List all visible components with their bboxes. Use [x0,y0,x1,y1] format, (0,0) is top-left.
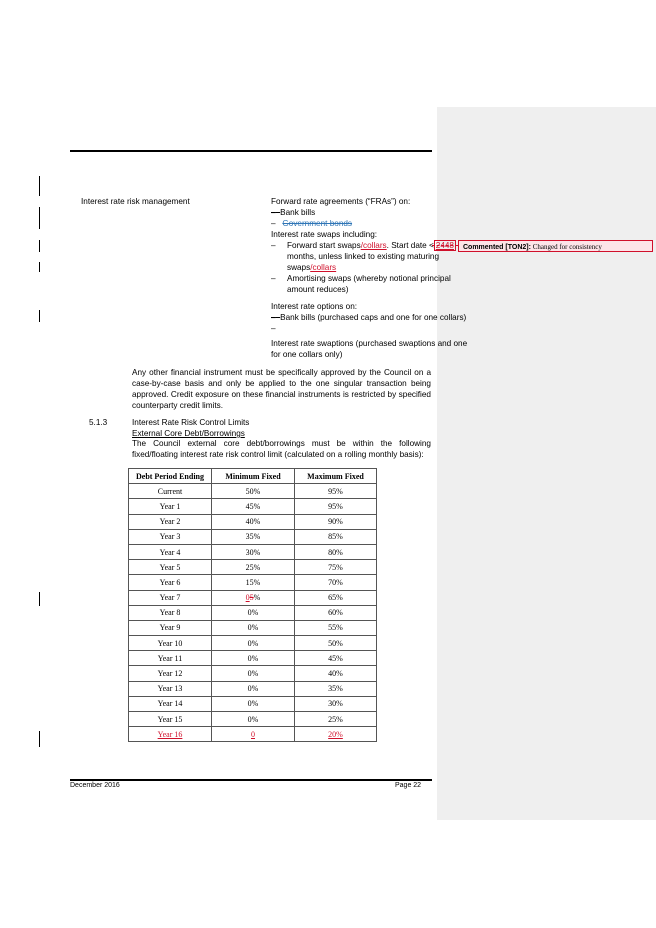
table-cell: Year 10 [129,636,212,651]
table-cell: Year 4 [129,544,212,559]
table-cell: 35% [295,681,377,696]
column-header: Debt Period Ending [129,469,212,484]
table-cell: 45% [212,499,295,514]
options-item-swaptions: Interest rate swaptions (purchased swaptions and one for one collars only) [271,339,468,359]
table-cell: 0% [212,636,295,651]
table-row [129,560,377,575]
table-row [129,590,377,605]
table-cell: 70% [295,575,377,590]
table-cell: Year 15 [129,712,212,727]
table-cell: Year 9 [129,620,212,635]
table-row [129,544,377,559]
table-cell: 0 [212,727,295,742]
table-cell: 75% [295,560,377,575]
fra-item-bank-bills: – Bank bills [271,208,316,217]
table-cell: Year 6 [129,575,212,590]
options-intro: Interest rate options on: [271,302,358,311]
table-cell: Year 13 [129,681,212,696]
table-cell: 0% [212,605,295,620]
fra-intro: Forward rate agreements (“FRAs”) on: [271,197,411,206]
inserted-text: /collars [360,241,387,250]
footer-page-number: Page 22 [395,782,422,789]
comment-balloon[interactable] [458,240,653,252]
table-cell: 95% [295,484,377,499]
table-cell: Year 2 [129,514,212,529]
table-cell: 35% [212,529,295,544]
table-cell: 40% [295,666,377,681]
table-cell: 45% [295,651,377,666]
table-cell: Year 7 [129,590,212,605]
comment-text: Changed for consistency [532,243,602,251]
table-row [129,651,377,666]
table-cell: 80% [295,544,377,559]
options-dash: – [271,324,276,333]
change-bar [39,262,40,272]
table-row [129,636,377,651]
table-cell: 40% [212,514,295,529]
row-heading: Interest rate risk management [81,197,190,206]
subsection-title: Interest Rate Risk Control Limits [132,418,250,427]
table-row [129,575,377,590]
table-cell: Year 1 [129,499,212,514]
table-cell: 55% [295,620,377,635]
swaps-intro: Interest rate swaps including: [271,230,378,239]
table-cell: Year 14 [129,696,212,711]
table-cell: Year 8 [129,605,212,620]
table-cell: 85% [295,529,377,544]
table-cell: Year 12 [129,666,212,681]
options-item-bank-bills: – Bank bills (purchased caps and one for one collars) [271,313,467,322]
table-cell: 65% [295,590,377,605]
table-row [129,529,377,544]
table-cell: 50% [212,484,295,499]
table-cell: 0% [212,696,295,711]
change-bar [39,592,40,606]
change-bar [39,240,40,252]
table-row-inserted [129,727,377,742]
header-rule [70,150,432,152]
table-row [129,484,377,499]
table-row [129,681,377,696]
table-cell: Current [129,484,212,499]
table-cell: 30% [295,696,377,711]
comment-connector [432,245,458,246]
table-cell: 0% [212,681,295,696]
table-cell: Year 3 [129,529,212,544]
table-row [129,514,377,529]
table-cell: Year 11 [129,651,212,666]
deleted-text: Government bonds [282,219,353,228]
footer-date: December 2016 [70,782,120,789]
subsection-subheading: External Core Debt/Borrowings [132,429,245,438]
change-bar [39,207,40,229]
table-row [129,666,377,681]
table-cell: 0% [212,666,295,681]
swap-item-forward-start: – Forward start swaps/collars. Start date < 2448 months, unless linked to existing maturing swaps/collars [271,241,454,272]
table-cell: 60% [295,605,377,620]
table-row [129,696,377,711]
table-row [129,605,377,620]
table-cell: 95% [295,499,377,514]
instruments-column [271,196,486,360]
inserted-text: 2448 [435,241,454,250]
table-row [129,499,377,514]
change-bar [39,310,40,322]
comment-label: Commented [TON2]: [463,244,531,251]
table-cell: 0% [212,620,295,635]
table-cell: 0% [212,651,295,666]
subsection-intro: The Council external core debt/borrowings must be within the following fixed/floating interest rate risk control limit (calculated on a rolling monthly basis): [132,439,431,459]
table-cell-revised: 05% [212,590,295,605]
footer-rule [70,779,432,781]
table-cell: 25% [295,712,377,727]
table-cell: Year 16 [129,727,212,742]
table-row [129,712,377,727]
risk-control-limits-table [128,468,377,742]
table-cell: 90% [295,514,377,529]
table-cell: 25% [212,560,295,575]
subsection-number: 5.1.3 [89,418,108,427]
table-row [129,620,377,635]
fra-item-government-bonds: – Government bonds [271,219,353,228]
swap-item-amortising: – Amortising swaps (whereby notional principal amount reduces) [271,274,451,294]
change-bar [39,731,40,747]
column-header: Maximum Fixed [295,469,377,484]
table-header-row [129,469,377,484]
deleted-text: 5 [249,593,254,603]
inserted-text: /collars [310,263,337,272]
inserted-text: 0 [245,593,250,603]
table-cell: 30% [212,544,295,559]
table-cell: 50% [295,636,377,651]
table-cell: 0% [212,712,295,727]
change-bar [39,176,40,196]
table-cell: 20% [295,727,377,742]
other-instruments-paragraph: Any other financial instrument must be specifically approved by the Council on a case-by-case basis and only be applied to the one singular transaction being approved. Credit exposure on these financial instruments is restricted by specified counterparty credit limits. [132,368,431,410]
column-header: Minimum Fixed [212,469,295,484]
table-cell: Year 5 [129,560,212,575]
table-cell: 15% [212,575,295,590]
